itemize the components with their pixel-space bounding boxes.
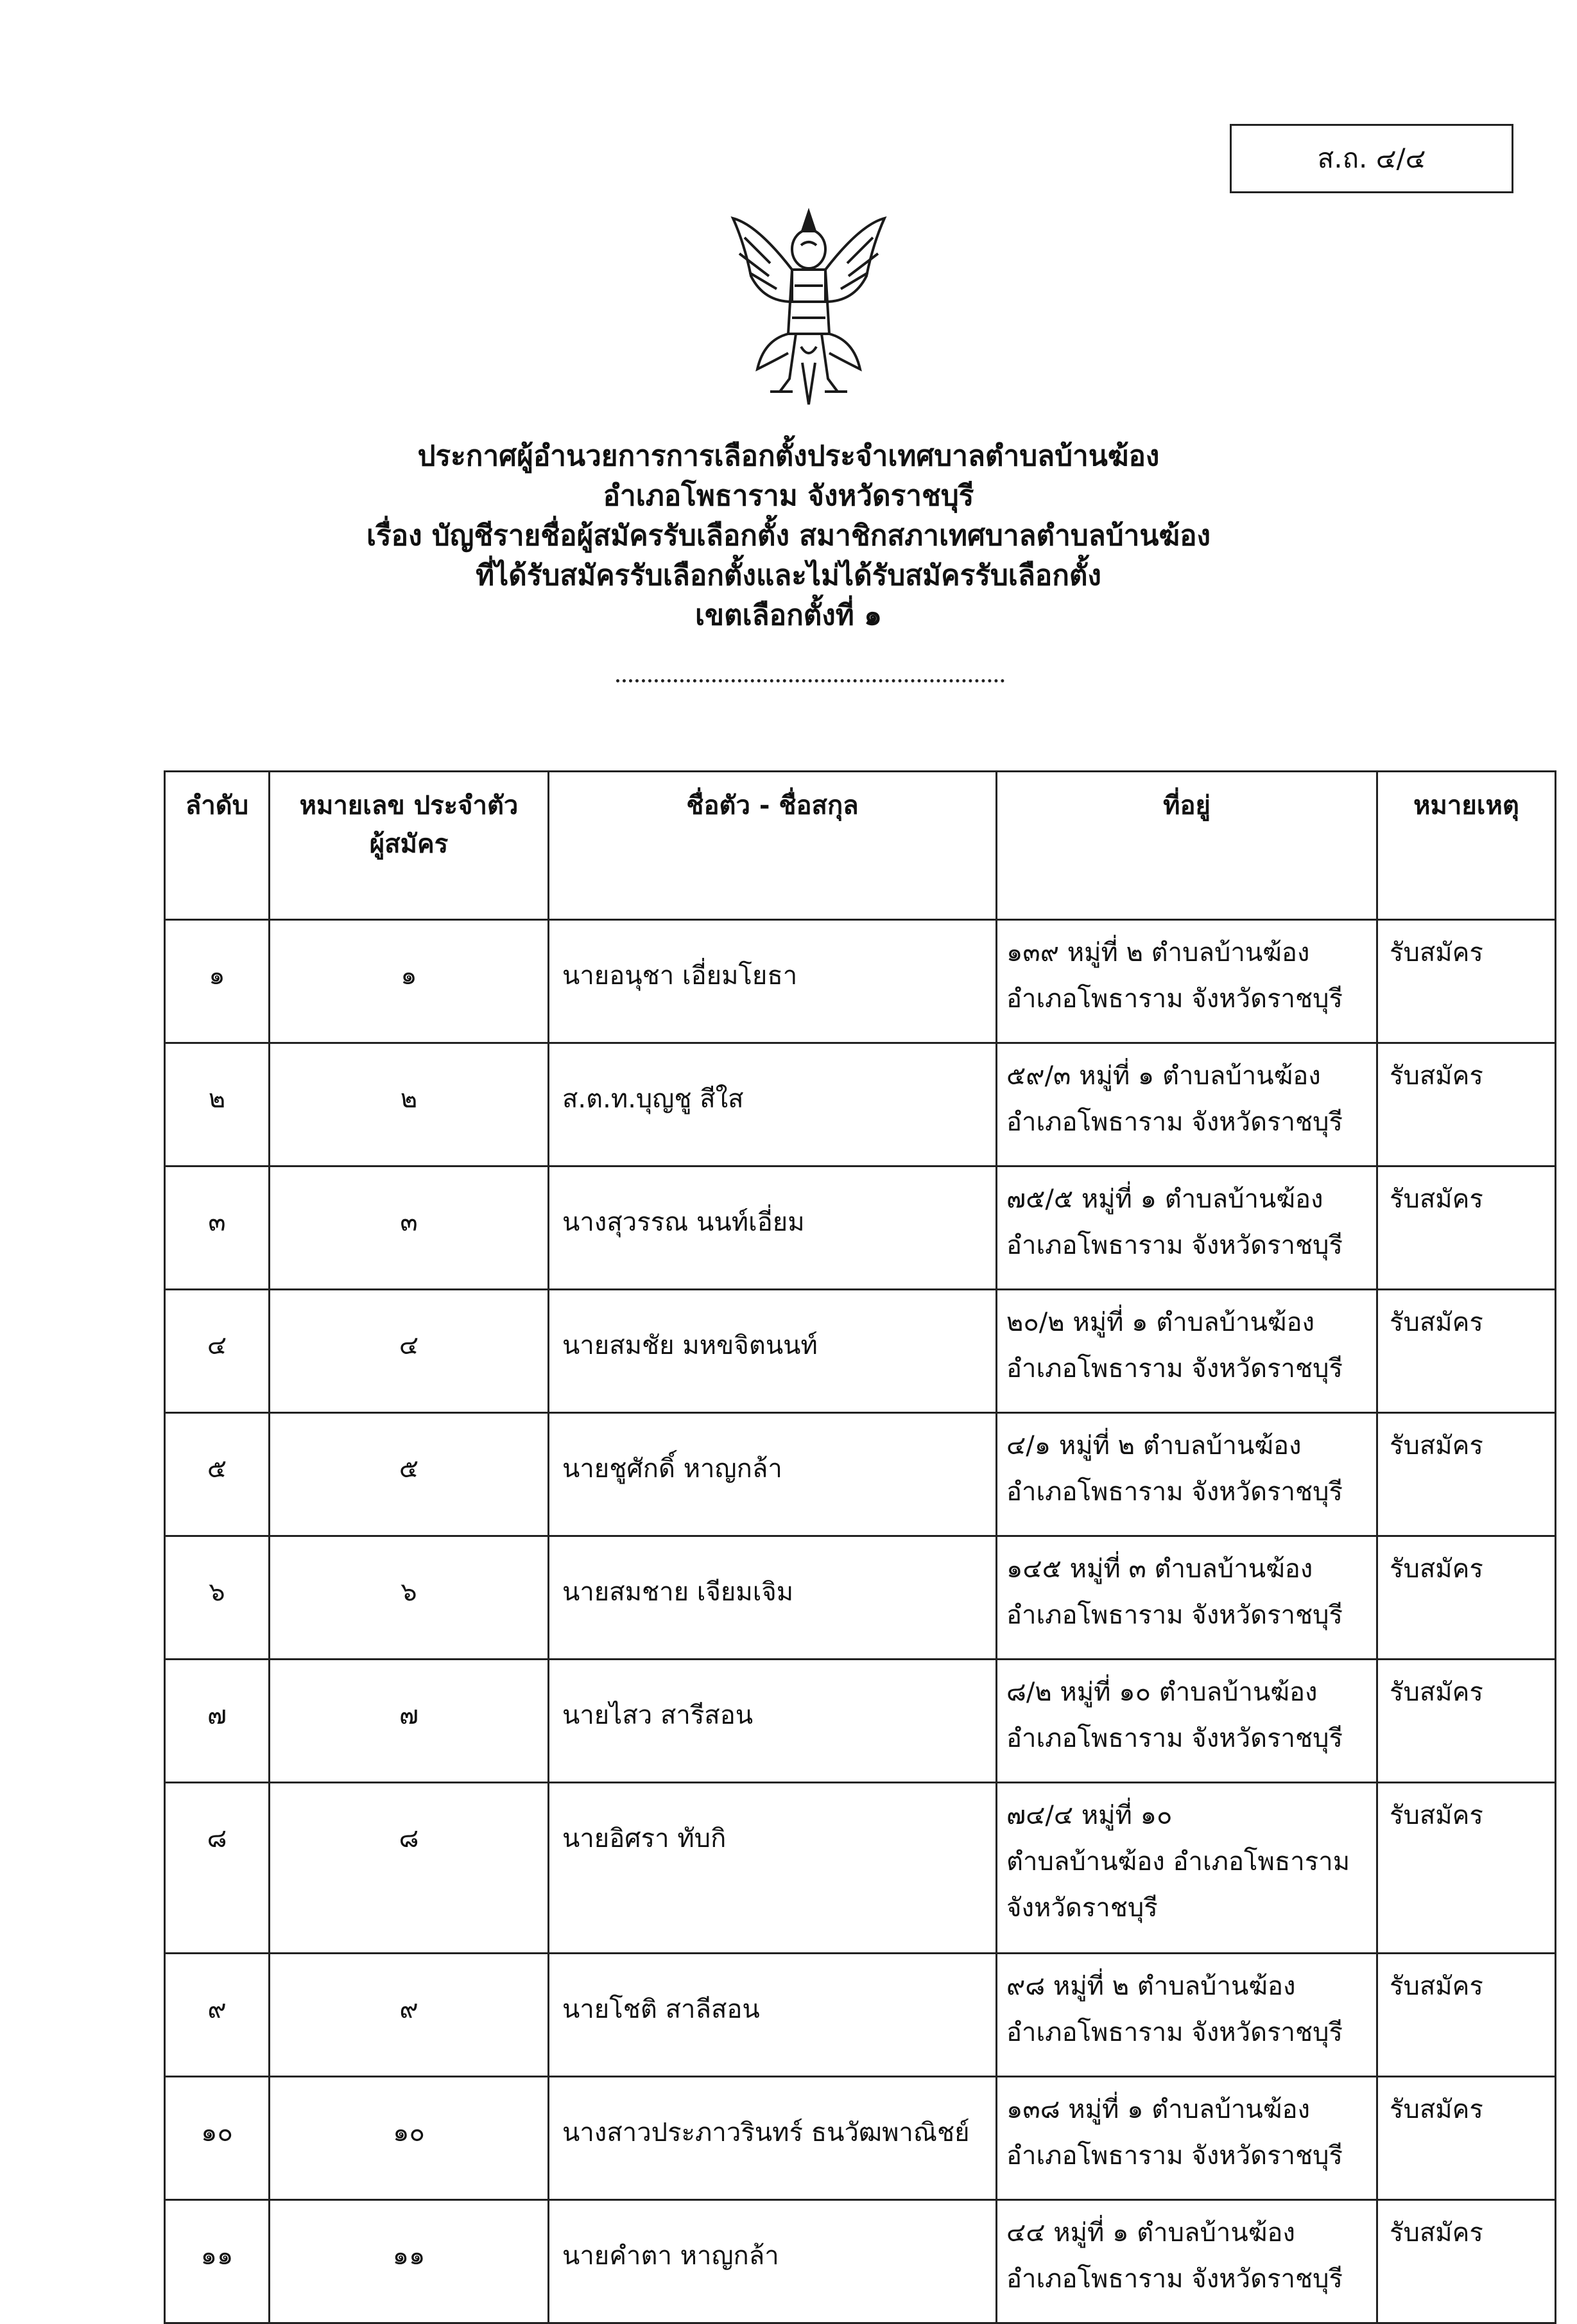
header-name: ชื่อตัว - ชื่อสกุล xyxy=(549,772,997,920)
row-remark: รับสมัคร xyxy=(1377,1043,1556,1166)
address-line: อำเภอโพธาราม จังหวัดราชบุรี xyxy=(1006,1354,1343,1383)
header-order: ลำดับ xyxy=(165,772,270,920)
dotted-divider xyxy=(616,679,1004,682)
address-line: ๔๔ หมู่ที่ ๑ ตำบลบ้านฆ้อง xyxy=(1006,2218,1295,2248)
announcement-title xyxy=(0,437,1577,636)
row-candidate-no: ๖ xyxy=(270,1536,549,1660)
address-line: ๑๔๕ หมู่ที่ ๓ ตำบลบ้านฆ้อง xyxy=(1006,1554,1313,1584)
row-order: ๑๐ xyxy=(165,2077,270,2200)
header-address: ที่อยู่ xyxy=(997,772,1377,920)
header-candidate-no-line2: ผู้สมัคร xyxy=(369,829,449,859)
row-candidate-no: ๑๑ xyxy=(270,2200,549,2323)
header-remark: หมายเหตุ xyxy=(1377,772,1556,920)
row-remark: รับสมัคร xyxy=(1377,1290,1556,1413)
address-line: อำเภอโพธาราม จังหวัดราชบุรี xyxy=(1006,1724,1343,1753)
row-remark: รับสมัคร xyxy=(1377,1536,1556,1660)
address-line: อำเภอโพธาราม จังหวัดราชบุรี xyxy=(1006,1231,1343,1260)
title-line-1: ประกาศผู้อำนวยการการเลือกตั้งประจำเทศบาลตำบลบ้านฆ้อง xyxy=(417,440,1160,473)
form-code-box xyxy=(1230,124,1513,193)
title-line-3: เรื่อง บัญชีรายชื่อผู้สมัครรับเลือกตั้ง สมาชิกสภาเทศบาลตำบลบ้านฆ้อง xyxy=(366,519,1211,552)
row-remark: รับสมัคร xyxy=(1377,1954,1556,2077)
address-line: อำเภอโพธาราม จังหวัดราชบุรี xyxy=(1006,1477,1343,1507)
row-name: นายสมชัย มหขจิตนนท์ xyxy=(549,1290,997,1413)
row-name: นายอนุชา เอี่ยมโยธา xyxy=(549,920,997,1043)
row-candidate-no: ๒ xyxy=(270,1043,549,1166)
row-remark: รับสมัคร xyxy=(1377,920,1556,1043)
row-name: นางสุวรรณ นนท์เอี่ยม xyxy=(549,1166,997,1290)
address-line: ๒๐/๒ หมู่ที่ ๑ ตำบลบ้านฆ้อง xyxy=(1006,1308,1315,1337)
table-row xyxy=(165,1166,1556,1290)
row-candidate-no: ๕ xyxy=(270,1413,549,1536)
garuda-emblem-icon xyxy=(725,199,892,408)
row-candidate-no: ๘ xyxy=(270,1783,549,1954)
table-row xyxy=(165,920,1556,1043)
row-candidate-no: ๔ xyxy=(270,1290,549,1413)
table-row xyxy=(165,1536,1556,1660)
row-name: นายอิศรา ทับกิ xyxy=(549,1783,997,1954)
row-order: ๗ xyxy=(165,1660,270,1783)
table-row xyxy=(165,1290,1556,1413)
row-remark: รับสมัคร xyxy=(1377,1660,1556,1783)
table-row xyxy=(165,1660,1556,1783)
row-remark: รับสมัคร xyxy=(1377,1413,1556,1536)
address-line: ๘/๒ หมู่ที่ ๑๐ ตำบลบ้านฆ้อง xyxy=(1006,1678,1318,1707)
row-address xyxy=(997,1413,1377,1536)
row-order: ๘ xyxy=(165,1783,270,1954)
address-line: อำเภอโพธาราม จังหวัดราชบุรี xyxy=(1006,2264,1343,2294)
row-candidate-no: ๑๐ xyxy=(270,2077,549,2200)
table-row xyxy=(165,2077,1556,2200)
row-remark: รับสมัคร xyxy=(1377,2200,1556,2323)
address-line: ๑๓๙ หมู่ที่ ๒ ตำบลบ้านฆ้อง xyxy=(1006,938,1310,967)
address-line: ๙๘ หมู่ที่ ๒ ตำบลบ้านฆ้อง xyxy=(1006,1972,1296,2001)
header-candidate-no xyxy=(270,772,549,920)
row-order: ๒ xyxy=(165,1043,270,1166)
address-line: อำเภอโพธาราม จังหวัดราชบุรี xyxy=(1006,1600,1343,1630)
address-line: ๕๙/๓ หมู่ที่ ๑ ตำบลบ้านฆ้อง xyxy=(1006,1061,1321,1091)
address-line: อำเภอโพธาราม จังหวัดราชบุรี xyxy=(1006,1107,1343,1137)
table-row xyxy=(165,1413,1556,1536)
row-name: นางสาวประภาวรินทร์ ธนวัฒพาณิชย์ xyxy=(549,2077,997,2200)
row-address xyxy=(997,1954,1377,2077)
row-candidate-no: ๗ xyxy=(270,1660,549,1783)
row-order: ๑ xyxy=(165,920,270,1043)
title-line-5: เขตเลือกตั้งที่ ๑ xyxy=(694,599,883,632)
row-name: นายไสว สารีสอน xyxy=(549,1660,997,1783)
row-candidate-no: ๓ xyxy=(270,1166,549,1290)
row-address xyxy=(997,1660,1377,1783)
row-name: นายโชติ สาลีสอน xyxy=(549,1954,997,2077)
table-row xyxy=(165,1043,1556,1166)
row-address xyxy=(997,920,1377,1043)
row-name: นายสมชาย เจียมเจิม xyxy=(549,1536,997,1660)
address-line: ตำบลบ้านฆ้อง อำเภอโพธาราม xyxy=(1006,1847,1350,1877)
row-name: นายคำตา หาญกล้า xyxy=(549,2200,997,2323)
title-line-4: ที่ได้รับสมัครรับเลือกตั้งและไม่ได้รับสมัครรับเลือกตั้ง xyxy=(476,559,1101,592)
address-line: ๗๔/๔ หมู่ที่ ๑๐ xyxy=(1006,1801,1173,1830)
row-candidate-no: ๑ xyxy=(270,920,549,1043)
address-line: จังหวัดราชบุรี xyxy=(1006,1893,1158,1923)
row-address xyxy=(997,1043,1377,1166)
row-address xyxy=(997,1536,1377,1660)
row-order: ๑๑ xyxy=(165,2200,270,2323)
row-order: ๓ xyxy=(165,1166,270,1290)
address-line: อำเภอโพธาราม จังหวัดราชบุรี xyxy=(1006,2141,1343,2171)
row-address xyxy=(997,1166,1377,1290)
row-address xyxy=(997,1290,1377,1413)
row-candidate-no: ๙ xyxy=(270,1954,549,2077)
table-row xyxy=(165,1954,1556,2077)
address-line: ๗๕/๕ หมู่ที่ ๑ ตำบลบ้านฆ้อง xyxy=(1006,1184,1323,1214)
row-remark: รับสมัคร xyxy=(1377,1783,1556,1954)
row-name: ส.ต.ท.บุญชู สีใส xyxy=(549,1043,997,1166)
row-order: ๔ xyxy=(165,1290,270,1413)
form-code: ส.ถ. ๔/๔ xyxy=(1317,143,1426,174)
row-order: ๙ xyxy=(165,1954,270,2077)
candidate-table xyxy=(164,770,1556,2324)
title-line-2: อำเภอโพธาราม จังหวัดราชบุรี xyxy=(603,480,974,512)
row-address xyxy=(997,2200,1377,2323)
row-order: ๕ xyxy=(165,1413,270,1536)
table-header-row xyxy=(165,772,1556,920)
address-line: อำเภอโพธาราม จังหวัดราชบุรี xyxy=(1006,984,1343,1014)
row-address xyxy=(997,1783,1377,1954)
address-line: อำเภอโพธาราม จังหวัดราชบุรี xyxy=(1006,2018,1343,2047)
row-remark: รับสมัคร xyxy=(1377,1166,1556,1290)
row-name: นายชูศักดิ์ หาญกล้า xyxy=(549,1413,997,1536)
table-row xyxy=(165,2200,1556,2323)
row-address xyxy=(997,2077,1377,2200)
row-order: ๖ xyxy=(165,1536,270,1660)
header-candidate-no-line1: หมายเลข ประจำตัว xyxy=(299,791,519,820)
table-row xyxy=(165,1783,1556,1954)
address-line: ๔/๑ หมู่ที่ ๒ ตำบลบ้านฆ้อง xyxy=(1006,1431,1302,1461)
address-line: ๑๓๘ หมู่ที่ ๑ ตำบลบ้านฆ้อง xyxy=(1006,2095,1311,2124)
row-remark: รับสมัคร xyxy=(1377,2077,1556,2200)
